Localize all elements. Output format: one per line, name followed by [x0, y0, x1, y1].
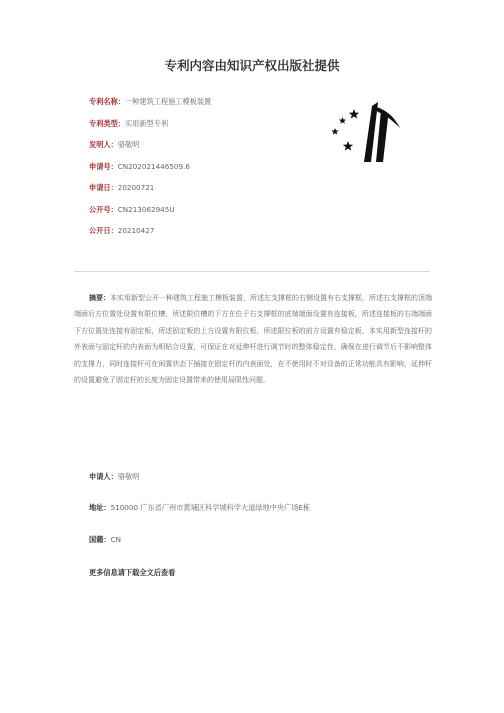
- cnipa-logo-icon: [326, 98, 406, 166]
- meta-value: CN202021446509.6: [117, 161, 190, 171]
- meta-value: 20200721: [117, 183, 155, 192]
- star-icon: [331, 128, 338, 135]
- meta-value: 骆敬明: [117, 140, 140, 149]
- star-icon: [343, 141, 353, 151]
- address-row: [89, 502, 310, 514]
- meta-patent-name: [89, 96, 349, 118]
- address-label: 地址：: [89, 503, 111, 512]
- meta-application-date: [89, 182, 349, 204]
- page-title: 专利内容由知识产权出版社提供: [164, 58, 340, 73]
- meta-label: 申请号：: [89, 161, 118, 171]
- meta-label: 发明人：: [89, 140, 118, 149]
- country-value: CN: [110, 535, 121, 544]
- applicant-row: [89, 471, 139, 483]
- section-divider: [74, 271, 430, 272]
- meta-label: 申请日：: [89, 183, 118, 192]
- meta-value: CN213062945U: [117, 204, 175, 214]
- meta-label: 公开号：: [89, 204, 118, 214]
- meta-value: 一种建筑工程施工模板装置: [124, 97, 212, 106]
- meta-application-no: [89, 161, 349, 183]
- country-row: [89, 534, 121, 546]
- meta-inventor: [89, 139, 349, 161]
- emblem-stroke: [376, 110, 388, 162]
- meta-publication-no: [89, 204, 349, 226]
- applicant-value: 骆敬明: [117, 472, 140, 481]
- download-more-link[interactable]: 更多信息请下载全文后查看: [89, 568, 176, 577]
- meta-publication-date: [89, 225, 349, 247]
- meta-label: 专利类型：: [89, 118, 125, 128]
- country-label: 国籍：: [89, 535, 111, 544]
- meta-value: 20210427: [117, 226, 155, 235]
- emblem-stroke: [364, 102, 378, 162]
- meta-patent-type: [89, 118, 349, 140]
- meta-label: 公开日：: [89, 226, 118, 235]
- meta-label: 专利名称：: [89, 97, 125, 106]
- abstract-label: 摘要：: [89, 294, 110, 302]
- star-icon: [339, 117, 346, 124]
- abstract: [74, 290, 432, 388]
- star-icon: [349, 109, 359, 119]
- address-value: 510000 广东省广州市黄埔区科学城科学大道绿地中央广场E栋: [110, 503, 311, 512]
- meta-value: 实用新型专利: [124, 118, 169, 128]
- patent-meta: [89, 96, 349, 247]
- applicant-label: 申请人：: [89, 472, 118, 481]
- abstract-text: 本实用新型公开一种建筑工程施工模板装置，所述左支撑框的右侧设置有右支撑框，所述右支撑框的顶端端面后方位置处设置有限位槽，所述限位槽的下方在位于右支撑框的底端端面设置有连接板，所述连接板的右端端面下方位置处连接有固定板，所述固定板的上方设置有限位板，所述限位板的前方设置有稳定板，本实用新型连接杆的外表面与固定杆的内表面为相贴合设置，可保证在对延伸杆进行调节时的整体稳定性，确保在进行调节后不影响整体的支撑力，同时连接杆可在闲置状态下插接在固定杆的内表面处，在不使用时不对设备的正常功能具有影响，延伸杆的设置避免了固定杆的长度为固定设置带来的使用局限性问题。: [74, 294, 432, 385]
